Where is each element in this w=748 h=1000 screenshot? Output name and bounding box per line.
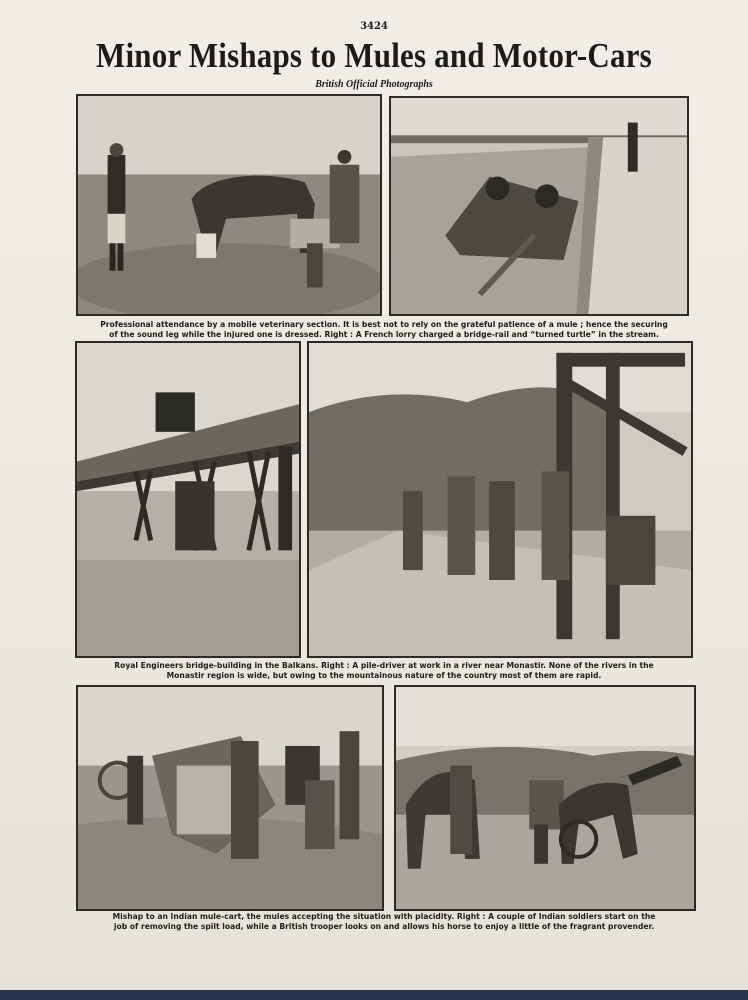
caption-row-2-line-2: Monastir region is wide, but owing to the mountainous nature of the country most of them are rapid. <box>166 671 602 680</box>
caption-row-3-line-2: job of removing the spilt load, while a British trooper looks on and allows his horse to enjoy a little of the fragrant provender. <box>113 922 655 931</box>
photo-bridge <box>75 341 301 658</box>
photo-lorry <box>389 96 689 316</box>
caption-row-3 <box>74 912 694 932</box>
photo-pile-driver <box>307 341 693 658</box>
caption-row-1-line-2: of the sound leg while the injured one is dressed. Right : A French lorry charged a bridge-rail and “turned turtle” in the stream. <box>109 330 659 339</box>
caption-row-2-line-1: Royal Engineers bridge-building in the Balkans. Right : A pile-driver at work in a river near Monastir. None of the rivers in the <box>114 661 654 670</box>
page-bottom-edge <box>0 990 748 1000</box>
photo-mule-cart <box>76 685 384 911</box>
page-subtitle: British Official Photographs <box>315 79 433 90</box>
page-number: 3424 <box>360 21 388 32</box>
caption-row-2 <box>74 661 694 681</box>
page-title: Minor Mishaps to Mules and Motor-Cars <box>96 35 652 76</box>
photo-spilt-load <box>394 685 696 911</box>
photo-veterinary <box>76 94 382 316</box>
caption-row-3-line-1: Mishap to an Indian mule-cart, the mules accepting the situation with placidity. Right : A couple of Indian soldiers start on the <box>112 912 656 921</box>
caption-row-1-line-1: Professional attendance by a mobile veterinary section. It is best not to rely on the grateful patience of a mule ; hence the securing <box>100 320 668 329</box>
caption-row-1 <box>74 320 694 340</box>
